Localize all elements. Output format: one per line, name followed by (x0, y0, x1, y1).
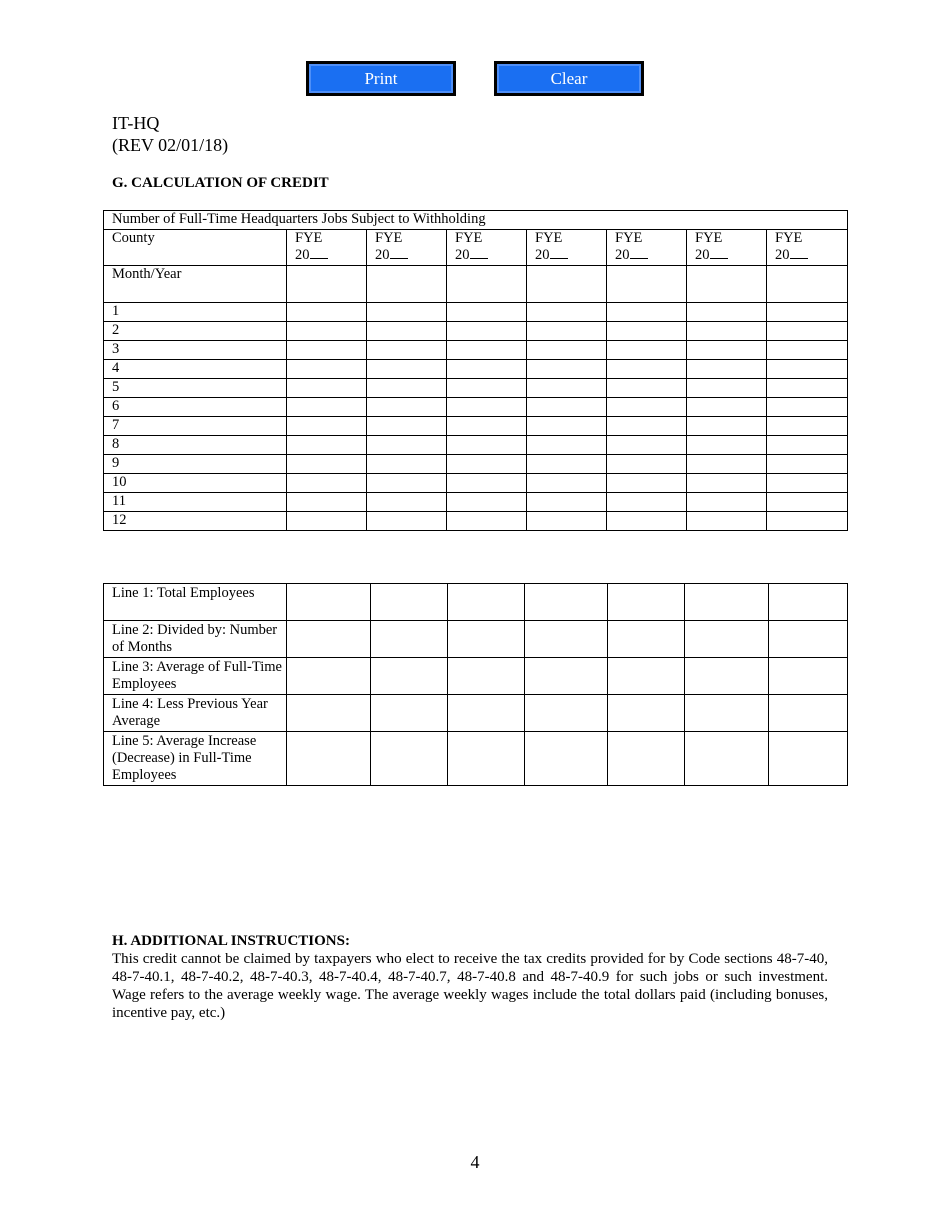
table-row (104, 436, 848, 455)
job-count-cell[interactable] (687, 341, 767, 360)
job-count-cell[interactable] (687, 360, 767, 379)
job-count-cell[interactable] (527, 512, 607, 531)
line-value-cell[interactable] (608, 621, 685, 658)
line-value-cell[interactable] (769, 732, 848, 786)
fye-label: FYE (775, 230, 803, 246)
fye-year (535, 247, 606, 264)
job-count-cell[interactable] (687, 474, 767, 493)
year-prefix: 20 (695, 247, 710, 263)
line-value-cell[interactable] (769, 584, 848, 621)
fye-label: FYE (615, 230, 643, 246)
line-value-cell[interactable] (608, 658, 685, 695)
table-row (104, 455, 848, 474)
job-count-cell[interactable] (367, 398, 447, 417)
job-count-cell[interactable] (287, 322, 367, 341)
line-row (104, 732, 848, 786)
job-count-cell[interactable] (607, 398, 687, 417)
row-number: 6 (104, 398, 287, 417)
line-label: Line 5: Average Increase (Decrease) in Full-Time Employees (104, 732, 287, 786)
line-value-cell[interactable] (525, 621, 608, 658)
section-h-heading (112, 933, 350, 950)
table-row (104, 474, 848, 493)
line-label: Line 2: Divided by: Number of Months (104, 621, 287, 658)
year-blank[interactable] (390, 247, 408, 259)
section-g-heading: G. CALCULATION OF CREDIT (112, 175, 329, 191)
fye-label: FYE (295, 230, 323, 246)
year-prefix: 20 (535, 247, 550, 263)
job-count-cell[interactable] (607, 493, 687, 512)
year-blank[interactable] (550, 247, 568, 259)
year-prefix: 20 (615, 247, 630, 263)
job-count-cell[interactable] (767, 379, 848, 398)
row-number: 3 (104, 341, 287, 360)
job-count-cell[interactable] (527, 303, 607, 322)
line-value-cell[interactable] (448, 658, 525, 695)
line-label: Line 3: Average of Full-Time Employees (104, 658, 287, 695)
job-count-cell[interactable] (447, 398, 527, 417)
job-count-cell[interactable] (607, 474, 687, 493)
line-value-cell[interactable] (448, 621, 525, 658)
job-count-cell[interactable] (687, 379, 767, 398)
job-count-cell[interactable] (287, 493, 367, 512)
fye-year (455, 247, 526, 264)
job-count-cell[interactable] (447, 436, 527, 455)
job-count-cell[interactable] (367, 322, 447, 341)
line-row (104, 584, 848, 621)
row-number: 10 (104, 474, 287, 493)
year-prefix: 20 (295, 247, 310, 263)
month-year-cell[interactable] (687, 266, 767, 303)
job-count-cell[interactable] (447, 493, 527, 512)
job-count-cell[interactable] (447, 455, 527, 474)
job-count-cell[interactable] (367, 303, 447, 322)
job-count-cell[interactable] (767, 436, 848, 455)
line-label: Line 4: Less Previous Year Average (104, 695, 287, 732)
table-row (104, 512, 848, 531)
line-row (104, 621, 848, 658)
job-count-cell[interactable] (287, 398, 367, 417)
line-value-cell[interactable] (448, 732, 525, 786)
job-count-cell[interactable] (767, 493, 848, 512)
fye-header-5[interactable] (607, 230, 687, 266)
table-row (104, 398, 848, 417)
job-count-cell[interactable] (367, 512, 447, 531)
line-value-cell[interactable] (608, 584, 685, 621)
job-count-cell[interactable] (607, 322, 687, 341)
job-count-cell[interactable] (447, 303, 527, 322)
year-prefix: 20 (455, 247, 470, 263)
job-count-cell[interactable] (527, 379, 607, 398)
year-blank[interactable] (790, 247, 808, 259)
job-count-cell[interactable] (687, 455, 767, 474)
job-count-cell[interactable] (607, 360, 687, 379)
job-count-cell[interactable] (367, 341, 447, 360)
form-id (112, 112, 228, 156)
fye-label: FYE (375, 230, 403, 246)
line-value-cell[interactable] (287, 621, 371, 658)
job-count-cell[interactable] (367, 417, 447, 436)
job-count-cell[interactable] (687, 303, 767, 322)
row-number: 5 (104, 379, 287, 398)
month-year-cell[interactable] (447, 266, 527, 303)
month-year-header: Month/Year (104, 266, 287, 303)
clear-button[interactable]: Clear (494, 61, 644, 96)
row-number: 4 (104, 360, 287, 379)
line-value-cell[interactable] (685, 695, 769, 732)
month-year-cell[interactable] (607, 266, 687, 303)
job-count-cell[interactable] (687, 398, 767, 417)
year-prefix: 20 (375, 247, 390, 263)
job-count-cell[interactable] (447, 417, 527, 436)
job-count-cell[interactable] (607, 512, 687, 531)
fye-year (615, 247, 686, 264)
line-value-cell[interactable] (525, 732, 608, 786)
job-count-cell[interactable] (687, 493, 767, 512)
fye-year (775, 247, 847, 264)
job-count-cell[interactable] (607, 417, 687, 436)
job-count-cell[interactable] (607, 303, 687, 322)
line-value-cell[interactable] (287, 658, 371, 695)
table-row (104, 341, 848, 360)
job-count-cell[interactable] (527, 398, 607, 417)
job-count-cell[interactable] (527, 455, 607, 474)
job-count-cell[interactable] (447, 512, 527, 531)
job-count-cell[interactable] (767, 341, 848, 360)
job-count-cell[interactable] (527, 493, 607, 512)
job-count-cell[interactable] (287, 360, 367, 379)
section-h-body: This credit cannot be claimed by taxpayers who elect to receive the tax credits provided for by Code sections 48-7-40, 48-7-40.1, 48-7-40.2, 48-7-40.3, 48-7-40.4, 48-7-40.7, 48-7-40.8 and 48-7-40.9 for such jobs or such investment. Wage refers to the average weekly wage. The average weekly wages include the total dollars paid (including bonuses, incentive pay, etc.) (112, 951, 828, 1021)
line-value-cell[interactable] (685, 732, 769, 786)
line-value-cell[interactable] (371, 695, 448, 732)
job-count-cell[interactable] (527, 417, 607, 436)
line-value-cell[interactable] (769, 621, 848, 658)
job-count-cell[interactable] (287, 379, 367, 398)
job-count-cell[interactable] (767, 360, 848, 379)
fye-header-4[interactable] (527, 230, 607, 266)
month-year-cell[interactable] (287, 266, 367, 303)
job-count-cell[interactable] (287, 455, 367, 474)
job-count-cell[interactable] (447, 360, 527, 379)
fye-header-7[interactable] (767, 230, 848, 266)
job-count-cell[interactable] (527, 474, 607, 493)
job-count-cell[interactable] (527, 341, 607, 360)
line-value-cell[interactable] (448, 584, 525, 621)
month-year-cell[interactable] (527, 266, 607, 303)
job-count-cell[interactable] (527, 360, 607, 379)
line-value-cell[interactable] (525, 584, 608, 621)
line-value-cell[interactable] (525, 658, 608, 695)
table-row (104, 493, 848, 512)
year-prefix: 20 (775, 247, 790, 263)
row-number: 1 (104, 303, 287, 322)
job-count-cell[interactable] (367, 455, 447, 474)
job-count-cell[interactable] (687, 436, 767, 455)
print-button[interactable]: Print (306, 61, 456, 96)
fye-year (695, 247, 766, 264)
row-number: 11 (104, 493, 287, 512)
row-number: 2 (104, 322, 287, 341)
line-value-cell[interactable] (371, 658, 448, 695)
line-row (104, 658, 848, 695)
table-row (104, 360, 848, 379)
line-value-cell[interactable] (371, 621, 448, 658)
fye-year (295, 247, 366, 264)
line-value-cell[interactable] (525, 695, 608, 732)
line-value-cell[interactable] (769, 695, 848, 732)
job-count-cell[interactable] (287, 417, 367, 436)
row-number: 9 (104, 455, 287, 474)
fye-year (375, 247, 446, 264)
job-count-cell[interactable] (367, 436, 447, 455)
job-count-cell[interactable] (367, 360, 447, 379)
fye-header-1[interactable] (287, 230, 367, 266)
month-year-cell[interactable] (367, 266, 447, 303)
job-count-cell[interactable] (287, 436, 367, 455)
fye-header-3[interactable] (447, 230, 527, 266)
fye-header-2[interactable] (367, 230, 447, 266)
job-count-cell[interactable] (767, 455, 848, 474)
lines-table (103, 583, 848, 786)
table-row (104, 379, 848, 398)
row-number: 7 (104, 417, 287, 436)
section-h-title: . ADDITIONAL INSTRUCTIONS: (123, 933, 350, 949)
job-count-cell[interactable] (287, 512, 367, 531)
year-blank[interactable] (470, 247, 488, 259)
line-value-cell[interactable] (287, 584, 371, 621)
job-count-cell[interactable] (767, 303, 848, 322)
table-title: Number of Full-Time Headquarters Jobs Subject to Withholding (104, 211, 848, 230)
job-count-cell[interactable] (447, 379, 527, 398)
row-number: 12 (104, 512, 287, 531)
year-blank[interactable] (630, 247, 648, 259)
page-number: 4 (470, 1152, 480, 1172)
fye-label: FYE (455, 230, 483, 246)
line-value-cell[interactable] (371, 732, 448, 786)
job-count-cell[interactable] (447, 322, 527, 341)
form-number: IT-HQ (112, 113, 160, 133)
job-count-cell[interactable] (607, 341, 687, 360)
line-value-cell[interactable] (685, 658, 769, 695)
table-row (104, 417, 848, 436)
table-row (104, 303, 848, 322)
job-count-cell[interactable] (767, 474, 848, 493)
job-count-cell[interactable] (607, 455, 687, 474)
line-value-cell[interactable] (448, 695, 525, 732)
job-count-cell[interactable] (367, 493, 447, 512)
line-value-cell[interactable] (287, 695, 371, 732)
job-count-cell[interactable] (607, 436, 687, 455)
job-count-cell[interactable] (287, 474, 367, 493)
job-count-cell[interactable] (287, 341, 367, 360)
job-count-cell[interactable] (687, 322, 767, 341)
line-value-cell[interactable] (608, 732, 685, 786)
job-count-cell[interactable] (687, 417, 767, 436)
jobs-table (103, 210, 848, 531)
job-count-cell[interactable] (767, 417, 848, 436)
month-year-cell[interactable] (767, 266, 848, 303)
line-value-cell[interactable] (287, 732, 371, 786)
job-count-cell[interactable] (287, 303, 367, 322)
job-count-cell[interactable] (527, 436, 607, 455)
job-count-cell[interactable] (767, 512, 848, 531)
fye-label: FYE (535, 230, 563, 246)
line-label: Line 1: Total Employees (104, 584, 287, 621)
job-count-cell[interactable] (447, 474, 527, 493)
section-h-letter: H (112, 933, 124, 949)
county-header: County (104, 230, 287, 266)
year-blank[interactable] (710, 247, 728, 259)
line-value-cell[interactable] (685, 621, 769, 658)
form-revision: (REV 02/01/18) (112, 135, 229, 155)
line-value-cell[interactable] (371, 584, 448, 621)
job-count-cell[interactable] (527, 322, 607, 341)
table-row (104, 322, 848, 341)
line-value-cell[interactable] (769, 658, 848, 695)
line-row (104, 695, 848, 732)
job-count-cell[interactable] (367, 474, 447, 493)
job-count-cell[interactable] (767, 322, 848, 341)
line-value-cell[interactable] (608, 695, 685, 732)
fye-label: FYE (695, 230, 723, 246)
job-count-cell[interactable] (767, 398, 848, 417)
line-value-cell[interactable] (685, 584, 769, 621)
job-count-cell[interactable] (607, 379, 687, 398)
job-count-cell[interactable] (367, 379, 447, 398)
year-blank[interactable] (310, 247, 328, 259)
fye-header-6[interactable] (687, 230, 767, 266)
job-count-cell[interactable] (687, 512, 767, 531)
row-number: 8 (104, 436, 287, 455)
job-count-cell[interactable] (447, 341, 527, 360)
